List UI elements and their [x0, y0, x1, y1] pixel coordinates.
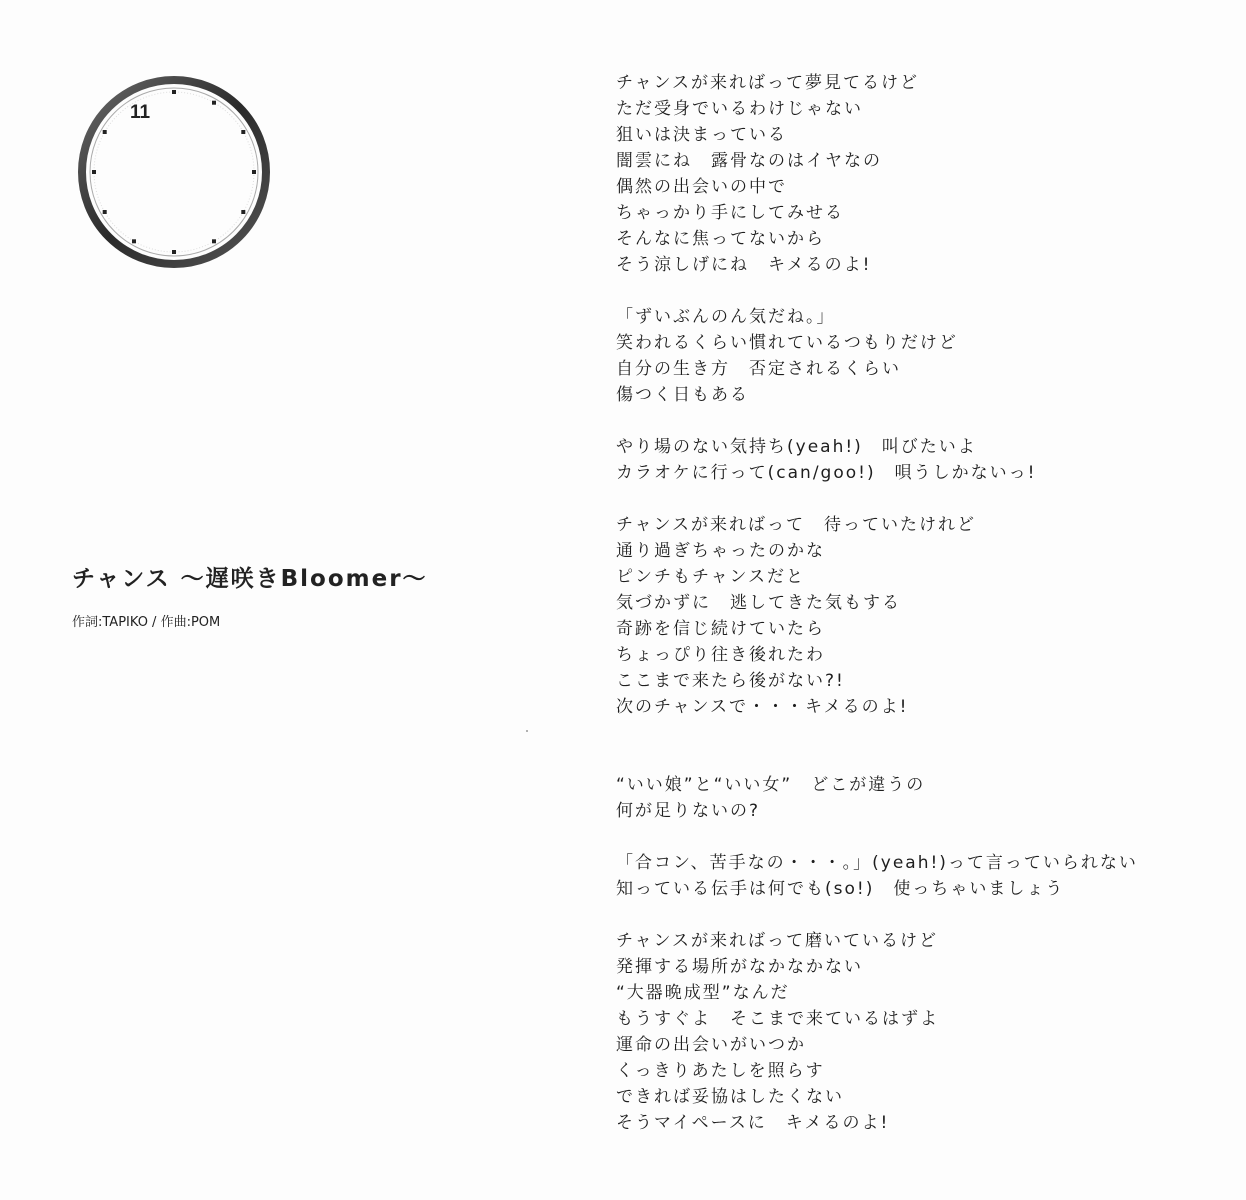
lyric-line: ちょっぴり往き後れたわ: [616, 645, 825, 665]
clock-tick: [172, 250, 176, 254]
clock-tick: [103, 130, 107, 134]
clock-icon: [76, 74, 272, 270]
lyric-line: ちゃっかり手にしてみせる: [616, 203, 844, 223]
song-title-block: [72, 560, 428, 630]
lyric-line: 通り過ぎちゃったのかな: [616, 541, 825, 561]
song-credits: 作詞:TAPIKO / 作曲:POM: [72, 615, 221, 630]
lyric-line: そんなに焦ってないから: [616, 229, 825, 249]
section-gap: [616, 720, 1216, 772]
lyric-line: そうマイペースに キメるのよ!: [616, 1113, 890, 1133]
lyric-line: くっきりあたしを照らす: [616, 1061, 825, 1081]
lyrics-stanza-4: [616, 512, 1216, 720]
lyric-line: チャンスが来ればって磨いているけど: [616, 931, 938, 951]
lyric-line: チャンスが来ればって夢見てるけど: [616, 73, 919, 93]
stanza-gap: [616, 278, 1216, 304]
clock-tick: [212, 239, 216, 243]
lyrics-column: [616, 70, 1216, 1136]
lyric-line: そう涼しげにね キメるのよ!: [616, 255, 872, 275]
lyric-line: チャンスが来ればって 待っていたけれど: [616, 515, 976, 535]
lyric-line: 闇雲にね 露骨なのはイヤなの: [616, 151, 882, 171]
lyric-line: やり場のない気持ち(yeah!) 叫びたいよ: [616, 437, 977, 457]
lyric-line: 運命の出会いがいつか: [616, 1035, 806, 1055]
clock-tick: [241, 210, 245, 214]
clock-tick: [172, 90, 176, 94]
lyrics-stanza-2: [616, 304, 1216, 408]
lyric-line: もうすぐよ そこまで来ているはずよ: [616, 1009, 939, 1029]
lyric-line: 次のチャンスで・・・キメるのよ!: [616, 697, 909, 717]
lyrics-stanza-1: [616, 70, 1216, 278]
lyric-line: 奇跡を信じ続けていたら: [616, 619, 825, 639]
lyric-line: 傷つく日もある: [616, 385, 749, 405]
lyric-line: 「合コン、苦手なの・・・。」(yeah!)って言っていられない: [616, 853, 1138, 873]
lyric-line: 笑われるくらい慣れているつもりだけど: [616, 333, 958, 353]
lyric-line: 自分の生き方 否定されるくらい: [616, 359, 901, 379]
lyrics-stanza-3: [616, 434, 1216, 486]
stanza-gap: [616, 824, 1216, 850]
clock-tick: [103, 210, 107, 214]
clock-hour-label: 11: [130, 102, 151, 123]
clock-tick: [241, 130, 245, 134]
lyric-line: 気づかずに 逃してきた気もする: [616, 593, 901, 613]
lyric-line: 「ずいぶんのん気だね。」: [616, 307, 836, 327]
clock-tick: [132, 239, 136, 243]
stanza-gap: [616, 408, 1216, 434]
lyric-line: 何が足りないの?: [616, 801, 761, 821]
clock-hour-ticks: [92, 90, 256, 254]
lyric-line: カラオケに行って(can/goo!) 唄うしかないっ!: [616, 463, 1037, 483]
lyric-line: ピンチもチャンスだと: [616, 567, 805, 587]
lyric-line: 偶然の出会いの中で: [616, 177, 787, 197]
clock-tick: [212, 101, 216, 105]
song-title: チャンス 〜遅咲きBloomer〜: [72, 566, 428, 592]
lyric-line: ここまで来たら後がない?!: [616, 671, 845, 691]
clock-tick: [92, 170, 96, 174]
lyrics-stanza-6: [616, 850, 1216, 902]
lyric-line: “いい娘”と“いい女” どこが違うの: [616, 775, 926, 795]
stanza-gap: [616, 486, 1216, 512]
stanza-gap: [616, 902, 1216, 928]
lyric-line: ただ受身でいるわけじゃない: [616, 99, 863, 119]
lyrics-stanza-7: [616, 928, 1216, 1136]
print-speck: [526, 730, 528, 732]
lyric-line: できれば妥協はしたくない: [616, 1087, 844, 1107]
lyric-line: 狙いは決まっている: [616, 125, 787, 145]
lyric-line: 知っている伝手は何でも(so!) 使っちゃいましょう: [616, 879, 1065, 899]
clock-tick: [252, 170, 256, 174]
lyric-line: 発揮する場所がなかなかない: [616, 957, 863, 977]
lyric-line: “大器晩成型”なんだ: [616, 983, 790, 1003]
lyrics-stanza-5: [616, 772, 1216, 824]
